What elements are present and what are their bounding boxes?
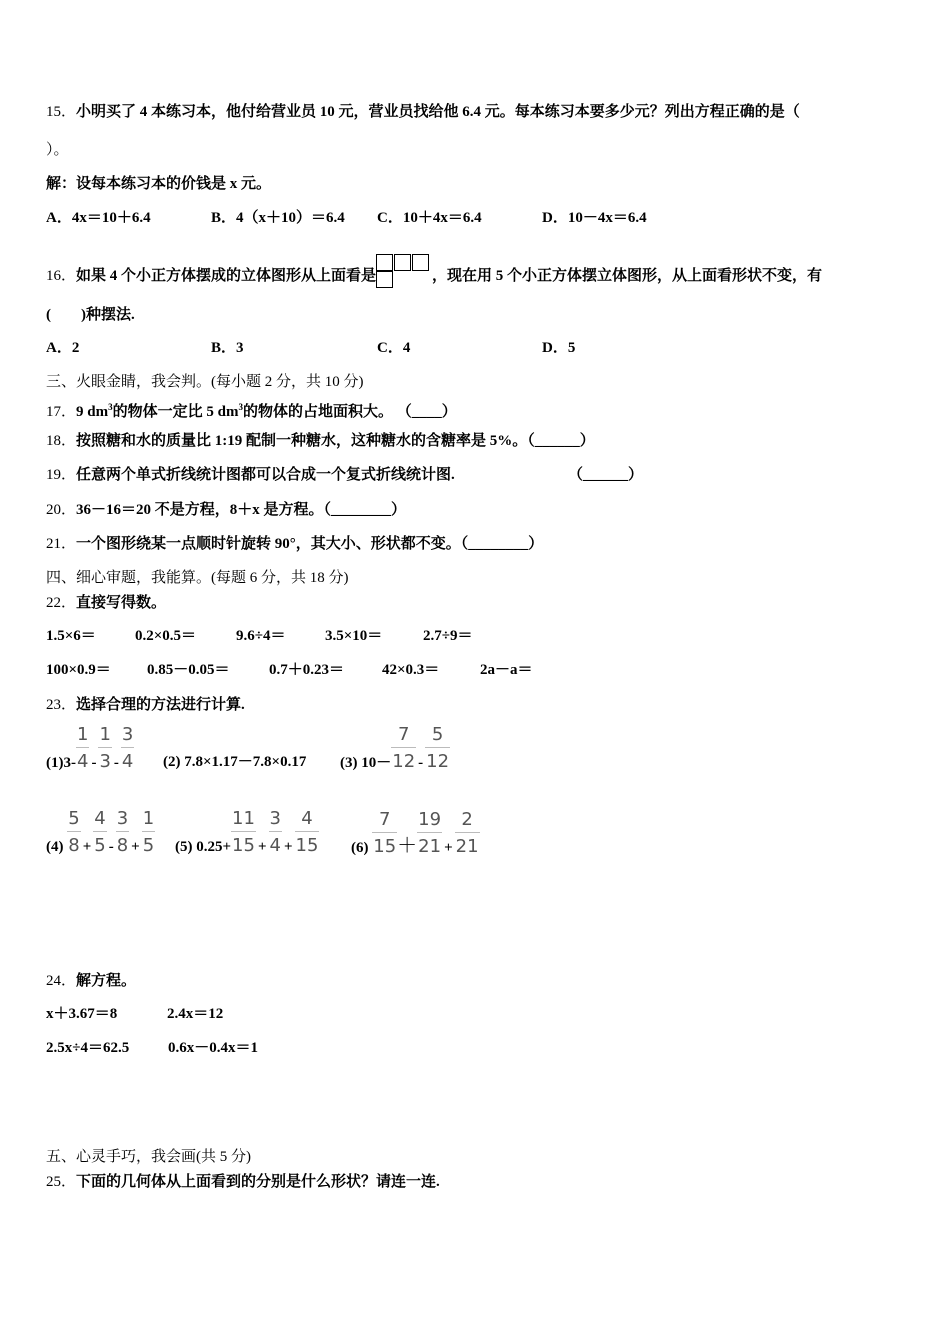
question-20: 20．36－16＝20 不是方程，8＋x 是方程。（________） (46, 502, 407, 518)
numerator: 4 (295, 809, 320, 832)
expression-1 (46, 724, 134, 773)
calc-item: 0.85－0.05＝ (147, 662, 230, 678)
top-view-figure (376, 254, 432, 294)
option-c: C．10＋4x＝6.4 (377, 210, 482, 226)
numerator: 5 (425, 725, 450, 748)
expression-text: (2) 7.8×1.17－7.8×0.17 (163, 754, 307, 770)
question-16-cont: ( )种摆法. (46, 307, 135, 323)
numerator: 1 (142, 809, 155, 832)
numerator: 11 (231, 809, 256, 832)
numerator: 1 (76, 725, 89, 748)
denominator: 8 (116, 835, 129, 856)
fraction (142, 808, 155, 856)
fraction (372, 809, 397, 857)
calc-item: 42×0.3＝ (382, 662, 440, 678)
section-5-heading: 五、心灵手巧，我会画(共 5 分) (46, 1149, 251, 1165)
fraction (231, 808, 256, 856)
expression-text: (4) (46, 839, 68, 855)
expression-text: (6) (351, 840, 373, 856)
fraction (295, 808, 320, 856)
numerator: 19 (417, 810, 442, 833)
question-19: 19．任意两个单式折线统计图都可以合成一个复式折线统计图. （______） (46, 467, 644, 483)
denominator: 4 (121, 751, 134, 772)
fraction (391, 724, 416, 772)
calc-item: 9.6÷4＝ (236, 628, 286, 644)
numerator: 4 (93, 809, 106, 832)
question-25: 25．下面的几何体从上面看到的分别是什么形状？请连一连. (46, 1174, 440, 1190)
operator: - (113, 755, 119, 771)
numerator: 3 (116, 809, 129, 832)
denominator: 4 (269, 835, 281, 856)
fraction (76, 724, 89, 772)
numerator: 3 (269, 809, 282, 832)
denominator: 15 (295, 835, 319, 856)
fraction (425, 724, 450, 772)
numerator: 2 (455, 810, 480, 833)
question-18: 18．按照糖和水的质量比 1:19 配制一种糖水，这种糖水的含糖率是 5%。（______） (46, 433, 595, 449)
denominator: 4 (77, 751, 89, 772)
operator: - (108, 839, 114, 855)
denominator: 15 (373, 836, 397, 857)
fraction (417, 809, 442, 857)
denominator: 21 (418, 836, 442, 857)
calc-item: 0.2×0.5＝ (135, 628, 197, 644)
operator: + (444, 840, 453, 856)
section-4-heading: 四、细心审题，我能算。(每题 6 分，共 18 分) (46, 570, 349, 586)
section-3-heading: 三、火眼金睛，我会判。(每小题 2 分，共 10 分) (46, 374, 364, 390)
numerator: 7 (372, 810, 397, 833)
fraction (67, 808, 80, 856)
denominator: 12 (392, 751, 416, 772)
fraction (93, 808, 106, 856)
calc-item: 0.7＋0.23＝ (269, 662, 345, 678)
option-d: D．5 (542, 340, 576, 356)
question-15-cont: ）。 (46, 142, 69, 158)
numerator: 7 (391, 725, 416, 748)
denominator: 21 (455, 836, 479, 857)
expression-text: (1)3- (46, 755, 76, 771)
expression-4 (46, 808, 155, 857)
operator: + (131, 839, 140, 855)
option-b: B．4（x＋10）＝6.4 (211, 210, 345, 226)
equation: 2.4x＝12 (167, 1006, 224, 1022)
expression-5 (175, 808, 319, 857)
calc-item: 2a－a＝ (480, 662, 533, 678)
option-a: A．2 (46, 340, 80, 356)
denominator: 12 (426, 751, 450, 772)
question-23: 23．选择合理的方法进行计算. (46, 697, 245, 713)
operator: - (418, 755, 424, 771)
equation: 2.5x÷4＝62.5 (46, 1040, 130, 1056)
option-c: C．4 (377, 340, 411, 356)
operator: + (82, 839, 92, 855)
calc-item: 3.5×10＝ (325, 628, 383, 644)
operator: - (91, 755, 97, 771)
option-b: B．3 (211, 340, 244, 356)
numerator: 3 (121, 725, 134, 748)
operator: + (257, 839, 267, 855)
question-24: 24．解方程。 (46, 973, 137, 989)
question-15: 15．小明买了 4 本练习本，他付给营业员 10 元，营业员找给他 6.4 元。每本练习本要多少元？列出方程正确的是（ (46, 104, 800, 120)
question-16: 16．如果 4 个小正方体摆成的立体图形从上面看是 ，现在用 5 个小正方体摆立体图形，从上面看形状不变，有 (46, 254, 822, 294)
expression-2 (163, 752, 306, 772)
calc-item: 100×0.9＝ (46, 662, 111, 678)
question-15-solution: 解：设每本练习本的价钱是 x 元。 (46, 176, 272, 192)
expression-text: (5) 0.25+ (175, 839, 232, 855)
fraction (116, 808, 129, 856)
question-22: 22．直接写得数。 (46, 595, 167, 611)
fraction (269, 808, 282, 856)
denominator: 5 (142, 835, 155, 856)
expression-text: (3) 10－ (340, 755, 392, 771)
denominator: 8 (68, 835, 80, 856)
calc-item: 2.7÷9＝ (423, 628, 473, 644)
fraction (455, 809, 480, 857)
question-21: 21．一个图形绕某一点顺时针旋转 90°，其大小、形状都不变。（________） (46, 536, 544, 552)
numerator: 5 (67, 809, 80, 832)
denominator: 5 (94, 835, 106, 856)
expression-6 (351, 809, 480, 858)
calc-item: 1.5×6＝ (46, 628, 96, 644)
operator: + (283, 839, 293, 855)
option-d: D．10－4x＝6.4 (542, 210, 647, 226)
option-a: A．4x＝10＋6.4 (46, 210, 151, 226)
numerator: 1 (98, 725, 111, 748)
denominator: 3 (99, 751, 111, 772)
equation: 0.6x－0.4x＝1 (168, 1040, 259, 1056)
denominator: 15 (232, 835, 255, 856)
operator: ＋ (397, 835, 418, 857)
expression-3 (340, 724, 450, 773)
equation: x＋3.67＝8 (46, 1006, 118, 1022)
fraction (98, 724, 111, 772)
fraction (121, 724, 134, 772)
question-17: 17．9 $dm^3$的物体一定比 5 $dm^3$的物体的占地面积大。 （____） (46, 402, 457, 420)
